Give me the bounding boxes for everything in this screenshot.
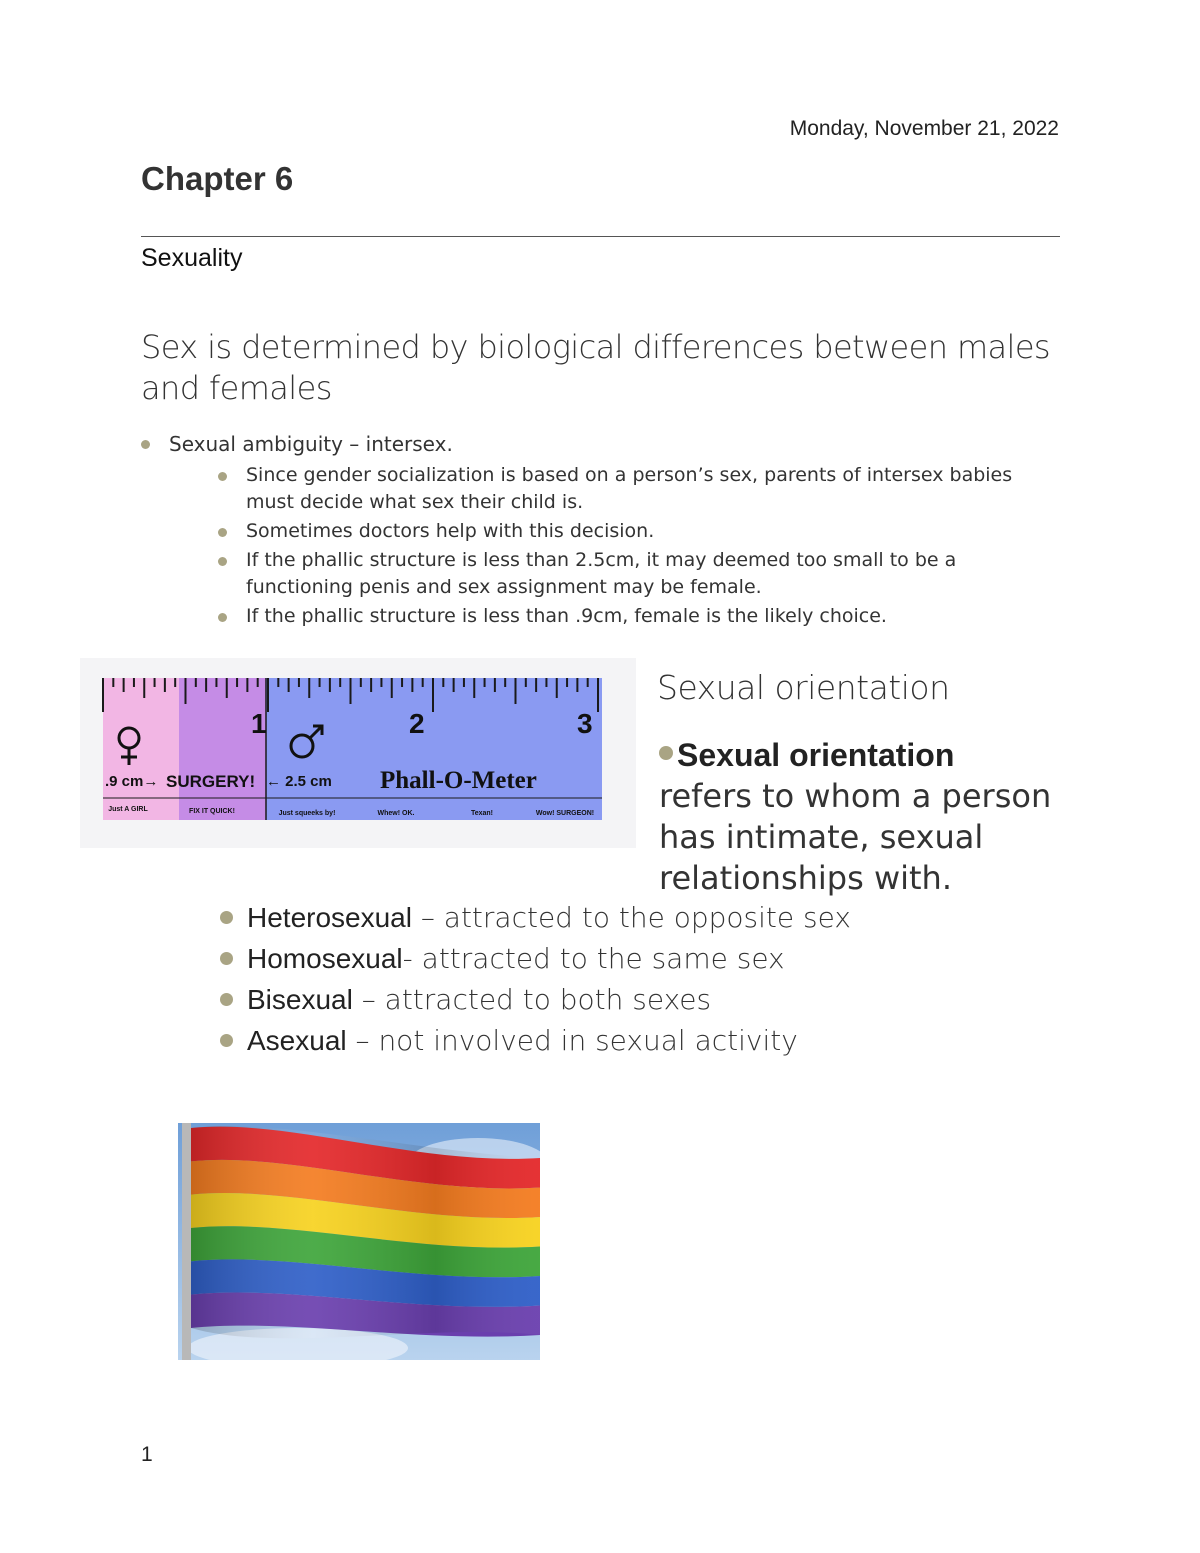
main-heading: Sex is determined by biological differences between males and females (141, 328, 1051, 407)
type-def: attracted to both sexes (384, 983, 712, 1016)
orientation-types (220, 897, 851, 1061)
list-item (218, 603, 1048, 630)
point-text: Sometimes doctors help with this decision. (246, 520, 655, 542)
type-term: Homosexual (247, 942, 403, 974)
type-def: attracted to the opposite sex (443, 901, 851, 934)
chapter-title: Chapter 6 (141, 160, 294, 197)
caption-fix: FIX IT QUICK! (189, 808, 235, 815)
ambiguity-label: Sexual ambiguity – intersex. (169, 432, 453, 456)
flag-pole (182, 1123, 191, 1360)
caption-surgeon: Wow! SURGEON! (535, 810, 595, 817)
bullet-icon (220, 993, 233, 1006)
bullet-icon (218, 472, 227, 481)
caption-texan: Texan! (470, 810, 494, 817)
surgery-zone (179, 678, 266, 820)
caption-whew: Whew! OK. (377, 810, 415, 817)
section-title: Sexuality (141, 244, 243, 272)
ambiguity-bullet (141, 432, 453, 456)
list-item (220, 938, 851, 979)
bullet-icon (218, 613, 227, 622)
type-sep: - (402, 942, 422, 975)
type-sep: – (411, 901, 444, 934)
divider (141, 236, 1060, 237)
type-term: Bisexual (247, 983, 353, 1015)
bullet-icon (141, 440, 150, 449)
list-item (218, 462, 1048, 516)
type-sep: – (352, 983, 385, 1016)
ruler-number-1: 1 (251, 708, 267, 739)
point-text: If the phallic structure is less than 2.5cm, it may deemed too small to be a functioning penis and sex assignment may be female. (246, 549, 957, 598)
type-def: attracted to the same sex (421, 942, 785, 975)
list-item (220, 979, 851, 1020)
bullet-icon (218, 528, 227, 537)
orientation-definition (659, 735, 1079, 899)
ruler-name: Phall-O-Meter (380, 767, 537, 794)
ruler-number-3: 3 (577, 708, 593, 739)
point-text: Since gender socialization is based on a person’s sex, parents of intersex babies must decide what sex their child is. (246, 464, 1013, 513)
ruler-image (80, 658, 636, 848)
list-item (220, 897, 851, 938)
ruler-number-2: 2 (409, 708, 425, 739)
rainbow-flag-image (178, 1123, 540, 1360)
list-item (220, 1020, 851, 1061)
caption-girl: Just A GIRL (108, 806, 148, 813)
orientation-rest: refers to whom a person has intimate, sexual relationships with. (659, 777, 1052, 897)
point-text: If the phallic structure is less than .9cm, female is the likely choice. (246, 605, 887, 627)
ambiguity-points (218, 462, 1048, 632)
orientation-lead: Sexual orientation (677, 737, 955, 773)
type-sep: – (346, 1024, 379, 1057)
caption-squeeks: Just squeeks by! (278, 810, 336, 817)
date: Monday, November 21, 2022 (789, 117, 1059, 140)
list-item (218, 518, 1048, 545)
type-term: Heterosexual (247, 901, 412, 933)
bullet-icon (218, 557, 227, 566)
type-def: not involved in sexual activity (378, 1024, 798, 1057)
page-number: 1 (141, 1443, 153, 1466)
surgery-label: SURGERY! (166, 772, 256, 791)
bullet-icon (220, 952, 233, 965)
female-zone (103, 678, 179, 820)
bullet-icon (220, 911, 233, 924)
bullet-icon (659, 746, 673, 760)
type-term: Asexual (247, 1024, 347, 1056)
list-item (218, 547, 1048, 601)
orientation-title: Sexual orientation (657, 668, 950, 707)
female-mark: .9 cm→ (105, 773, 159, 790)
bullet-icon (220, 1034, 233, 1047)
male-mark: ← 2.5 cm (266, 773, 332, 790)
